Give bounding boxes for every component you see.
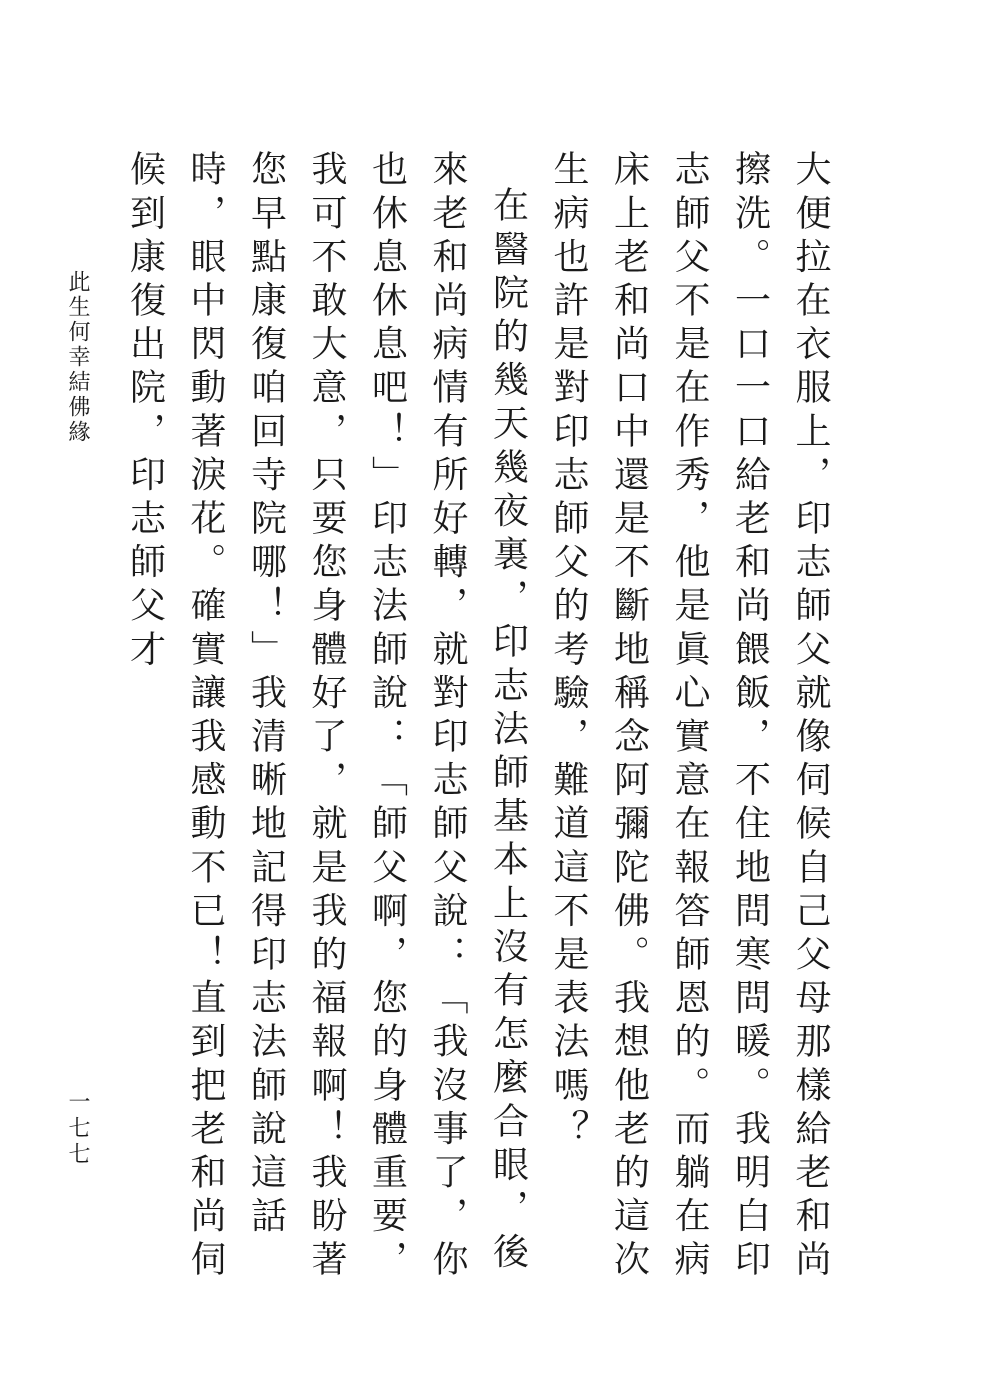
body-text (124, 150, 840, 1300)
paragraph-1: 大便拉在衣服上，印志師父就像伺候自己父母那樣給老和尚擦洗。一口一口給老和尚餵飯，不住地問寒問暖。我明白印志師父不是在作秀，他是眞心實意在報答師恩的。而躺在病床上老和尚口中還是不斷地稱念阿彌陀佛。我想他老的這次生病也許是對印志師父的考驗，難道這不是表法嗎？ (548, 150, 831, 1284)
running-head: 此生何幸結佛緣 (65, 270, 90, 445)
page-number: 一七七 (65, 1090, 90, 1168)
paragraph-2: 在醫院的幾天幾夜裏，印志法師基本上沒有怎麼合眼，後來老和尚病情有所好轉，就對印志師父說：「我沒事了，你也休息休息吧！」印志法師說：「師父啊，您的身體重要，我可不敢大意，只要您身體好了，就是我的福報啊！我盼著您早點康復咱回寺院哪！」我清晰地記得印志法師說這話時，眼中閃動著淚花。確實讓我感動不已！直到把老和尚伺候到康復出院，印志師父才 (124, 150, 529, 1284)
